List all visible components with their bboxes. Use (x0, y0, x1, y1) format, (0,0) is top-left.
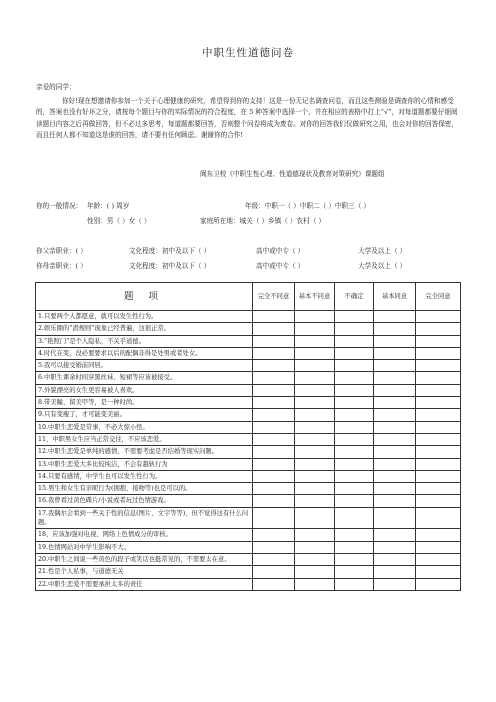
answer-cell-strongly-agree[interactable] (416, 578, 461, 590)
answer-cell-strongly-disagree[interactable] (253, 347, 295, 359)
question-text: 17.我偶尔会看到一些关于性的信息(图片、文字等等)，但不觉得这有什么问题。 (36, 507, 253, 529)
question-text: 21.性是个人私事，与道德无关 (36, 566, 253, 578)
answer-cell-strongly-agree[interactable] (416, 323, 461, 335)
answer-cell-strongly-disagree[interactable] (253, 409, 295, 421)
table-header-row (36, 283, 461, 311)
question-list (36, 311, 461, 591)
question-text: 3.“艳照门”是个人隐私，不关乎道德。 (36, 335, 253, 347)
answer-cell-strongly-disagree[interactable] (253, 495, 295, 507)
answer-cell-strongly-disagree[interactable] (253, 311, 295, 323)
mother-edu-mid[interactable]: 高中或中专（ ） (256, 262, 305, 270)
answer-cell-strongly-disagree[interactable] (253, 578, 295, 590)
header-agree: 基本同意 (374, 283, 416, 311)
gender-field[interactable]: 性别：男（ ）女（ ） (87, 217, 151, 225)
answer-cell-agree[interactable] (374, 566, 416, 578)
question-text: 6.中职生课余时间穿黑丝袜、短裙等应该被接受。 (36, 372, 253, 384)
answer-cell-strongly-agree[interactable] (416, 483, 461, 495)
father-job-field[interactable]: 你父亲职业：( ） (36, 247, 87, 255)
answer-cell-uncertain[interactable] (335, 507, 374, 529)
answer-cell-agree[interactable] (374, 507, 416, 529)
answer-cell-strongly-disagree[interactable] (253, 360, 295, 372)
answer-cell-agree[interactable] (374, 458, 416, 470)
answer-cell-disagree[interactable] (295, 566, 335, 578)
answer-cell-uncertain[interactable] (335, 433, 374, 445)
table-row (36, 421, 461, 433)
answer-cell-agree[interactable] (374, 495, 416, 507)
table-row (36, 446, 461, 458)
answer-cell-strongly-agree[interactable] (416, 541, 461, 553)
answer-cell-disagree[interactable] (295, 507, 335, 529)
answer-cell-disagree[interactable] (295, 446, 335, 458)
table-row (36, 483, 461, 495)
age-field[interactable]: 年龄：( ) 周岁 (87, 202, 130, 210)
question-text: 14.只要有感情，中学生也可以发生性行为。 (36, 470, 253, 482)
question-text: 10.中职生恋爱是常事，不必大惊小怪。 (36, 421, 253, 433)
mother-job-field[interactable]: 你母亲职业：( ） (36, 262, 87, 270)
table-row (36, 347, 461, 359)
answer-cell-disagree[interactable] (295, 458, 335, 470)
answer-cell-uncertain[interactable] (335, 372, 374, 384)
answer-cell-agree[interactable] (374, 446, 416, 458)
question-text: 7.外貌漂亮的女生更容易被人喜欢。 (36, 384, 253, 396)
answer-cell-disagree[interactable] (295, 495, 335, 507)
answer-cell-agree[interactable] (374, 347, 416, 359)
answer-cell-agree[interactable] (374, 409, 416, 421)
father-edu-high[interactable]: 大学及以上（ ） (358, 247, 407, 255)
answer-cell-strongly-disagree[interactable] (253, 335, 295, 347)
mother-edu-low[interactable]: 文化程度：初中及以下（ ） (129, 262, 211, 270)
basic-info-row-2 (36, 215, 466, 226)
question-text: 19.色情网站对中学生影响不大。 (36, 541, 253, 553)
answer-cell-agree[interactable] (374, 397, 416, 409)
question-text: 12.中职生恋爱是单纯的感情，不需要考虑是否结婚等现实问题。 (36, 446, 253, 458)
question-text: 18、应该加强对电视、网络上色情成分的审核。 (36, 529, 253, 541)
answer-cell-disagree[interactable] (295, 553, 335, 565)
answer-cell-strongly-agree[interactable] (416, 446, 461, 458)
home-field[interactable]: 家庭所在地：城关（ ）乡镇（ ）农村（ ） (200, 217, 325, 225)
header-uncertain: 不确定 (335, 283, 374, 311)
answer-cell-uncertain[interactable] (335, 311, 374, 323)
answer-cell-agree[interactable] (374, 421, 416, 433)
answer-cell-disagree[interactable] (295, 541, 335, 553)
answer-cell-disagree[interactable] (295, 372, 335, 384)
answer-cell-disagree[interactable] (295, 384, 335, 396)
answer-cell-strongly-disagree[interactable] (253, 323, 295, 335)
answer-cell-uncertain[interactable] (335, 360, 374, 372)
table-row (36, 495, 461, 507)
answer-cell-agree[interactable] (374, 433, 416, 445)
answer-cell-strongly-agree[interactable] (416, 529, 461, 541)
answer-cell-strongly-disagree[interactable] (253, 483, 295, 495)
answer-cell-strongly-agree[interactable] (416, 384, 461, 396)
table-row (36, 360, 461, 372)
table-row (36, 507, 461, 529)
answer-cell-strongly-disagree[interactable] (253, 433, 295, 445)
answer-cell-strongly-agree[interactable] (416, 311, 461, 323)
table-row (36, 335, 461, 347)
table-row (36, 409, 461, 421)
father-info-row (36, 245, 466, 256)
answer-cell-disagree[interactable] (295, 470, 335, 482)
question-text: 2.娱乐圈的“潜规则”现象已经普遍，这很正常。 (36, 323, 253, 335)
answer-cell-uncertain[interactable] (335, 470, 374, 482)
answer-cell-agree[interactable] (374, 553, 416, 565)
answer-cell-strongly-disagree[interactable] (253, 507, 295, 529)
answer-cell-strongly-disagree[interactable] (253, 470, 295, 482)
table-row (36, 566, 461, 578)
table-row (36, 397, 461, 409)
answer-cell-strongly-disagree[interactable] (253, 421, 295, 433)
answer-cell-disagree[interactable] (295, 578, 335, 590)
header-items: 题 项 (36, 283, 253, 311)
answer-cell-disagree[interactable] (295, 360, 335, 372)
answer-cell-uncertain[interactable] (335, 553, 374, 565)
greeting: 亲爱的同学： (36, 83, 76, 91)
answer-cell-agree[interactable] (374, 335, 416, 347)
intro-paragraph: 你好!现在想邀请你参加一个关于心理健康的研究，希望得到你的支持！这是一份无记名调查问卷，而且这些测验是调查你的心情和感受的，答案也没有好坏之分，请按每个题目与你的实际情况的符合程度，在 5 种答案中选择一个，并在相应的表格中打上“√”，对每道题都要仔细阅读题目内容之后再做回答，但不必过多思考，每道题都要回答，否则整个问卷将成为废卷。对你的回答我们仅做研究之用，也会对你的回答保密，而且任何人都不知道这是谁的回答，请不要有任何顾虑。谢谢你的合作! (36, 97, 458, 139)
answer-cell-strongly-disagree[interactable] (253, 372, 295, 384)
answer-cell-uncertain[interactable] (335, 578, 374, 590)
answer-cell-strongly-agree[interactable] (416, 433, 461, 445)
answer-cell-agree[interactable] (374, 483, 416, 495)
father-edu-mid[interactable]: 高中或中专（ ） (256, 247, 305, 255)
answer-cell-uncertain[interactable] (335, 409, 374, 421)
answer-cell-strongly-disagree[interactable] (253, 397, 295, 409)
table-row (36, 470, 461, 482)
question-text: 22.中职生恋爱不需要承担太多的责任 (36, 578, 253, 590)
answer-cell-strongly-agree[interactable] (416, 360, 461, 372)
table-row (36, 323, 461, 335)
answer-cell-uncertain[interactable] (335, 446, 374, 458)
header-strongly-agree: 完全同意 (416, 283, 461, 311)
signature: 阆东卫校《中职生性心理、性道德现状及教育对策研究》课题组 (200, 170, 385, 178)
answer-cell-uncertain[interactable] (335, 458, 374, 470)
table-row (36, 458, 461, 470)
table-row (36, 529, 461, 541)
answer-cell-strongly-agree[interactable] (416, 566, 461, 578)
answer-cell-strongly-disagree[interactable] (253, 553, 295, 565)
mother-info-row (36, 260, 466, 271)
father-edu-low[interactable]: 文化程度：初中及以下（ ） (129, 247, 211, 255)
header-strongly-disagree: 完全不同意 (253, 283, 295, 311)
answer-cell-disagree[interactable] (295, 335, 335, 347)
answer-cell-strongly-disagree[interactable] (253, 458, 295, 470)
question-text: 15.男生和女生有亲昵行为(拥抱、接吻等)也是可以的。 (36, 483, 253, 495)
question-text: 20.中职生之间说一些黄色的段子或笑话也挺常见的，不需要太在意。 (36, 553, 253, 565)
answer-cell-uncertain[interactable] (335, 566, 374, 578)
question-text: 8.带美瞳、留美甲等，是一种时尚。 (36, 397, 253, 409)
table-row (36, 311, 461, 323)
header-disagree: 基本不同意 (295, 283, 335, 311)
answer-cell-disagree[interactable] (295, 483, 335, 495)
answer-cell-uncertain[interactable] (335, 384, 374, 396)
answer-cell-strongly-agree[interactable] (416, 507, 461, 529)
survey-table (35, 282, 461, 591)
answer-cell-uncertain[interactable] (335, 323, 374, 335)
question-text: 16.我曾看过黄色碟片/小说或者玩过色情游戏。 (36, 495, 253, 507)
answer-cell-disagree[interactable] (295, 421, 335, 433)
answer-cell-agree[interactable] (374, 578, 416, 590)
table-row (36, 541, 461, 553)
answer-cell-uncertain[interactable] (335, 483, 374, 495)
answer-cell-uncertain[interactable] (335, 347, 374, 359)
table-row (36, 553, 461, 565)
answer-cell-agree[interactable] (374, 470, 416, 482)
answer-cell-uncertain[interactable] (335, 397, 374, 409)
answer-cell-disagree[interactable] (295, 311, 335, 323)
question-text: 1.只要两个人都愿意，就可以发生性行为。 (36, 311, 253, 323)
answer-cell-agree[interactable] (374, 323, 416, 335)
answer-cell-uncertain[interactable] (335, 541, 374, 553)
answer-cell-uncertain[interactable] (335, 421, 374, 433)
answer-cell-disagree[interactable] (295, 323, 335, 335)
question-text: 4.时代在变，没必要要求以后的配偶非得是处男或者处女。 (36, 347, 253, 359)
mother-edu-high[interactable]: 大学及以上（ ） (358, 262, 407, 270)
answer-cell-uncertain[interactable] (335, 335, 374, 347)
question-text: 9.只有变瘦了，才可能变美丽。 (36, 409, 253, 421)
answer-cell-uncertain[interactable] (335, 529, 374, 541)
document-title: 中职生性道德问卷 (202, 47, 294, 59)
answer-cell-strongly-agree[interactable] (416, 397, 461, 409)
answer-cell-agree[interactable] (374, 372, 416, 384)
answer-cell-disagree[interactable] (295, 529, 335, 541)
table-row (36, 384, 461, 396)
answer-cell-disagree[interactable] (295, 433, 335, 445)
answer-cell-strongly-agree[interactable] (416, 409, 461, 421)
answer-cell-strongly-disagree[interactable] (253, 384, 295, 396)
question-text: 11、中职男女生应当正常交往，不应该恋爱。 (36, 433, 253, 445)
answer-cell-strongly-disagree[interactable] (253, 566, 295, 578)
basic-info-label: 你的一般情况： (36, 202, 83, 210)
basic-info-row-1 (36, 200, 466, 211)
answer-cell-strongly-disagree[interactable] (253, 541, 295, 553)
answer-cell-disagree[interactable] (295, 347, 335, 359)
table-row (36, 433, 461, 445)
answer-cell-strongly-agree[interactable] (416, 347, 461, 359)
answer-cell-disagree[interactable] (295, 409, 335, 421)
answer-cell-agree[interactable] (374, 529, 416, 541)
answer-cell-uncertain[interactable] (335, 495, 374, 507)
answer-cell-strongly-agree[interactable] (416, 421, 461, 433)
question-text: 13.中职生恋爱大多比较纯洁，不会有越轨行为 (36, 458, 253, 470)
answer-cell-agree[interactable] (374, 360, 416, 372)
answer-cell-disagree[interactable] (295, 397, 335, 409)
table-row (36, 578, 461, 590)
grade-field[interactable]: 年级：中职一（ ）中职二（ ）中职三（ ） (245, 202, 370, 210)
answer-cell-strongly-agree[interactable] (416, 495, 461, 507)
answer-cell-strongly-agree[interactable] (416, 372, 461, 384)
answer-cell-strongly-agree[interactable] (416, 335, 461, 347)
answer-cell-strongly-agree[interactable] (416, 553, 461, 565)
answer-cell-agree[interactable] (374, 311, 416, 323)
answer-cell-agree[interactable] (374, 384, 416, 396)
question-text: 5.我可以接受婚前同居。 (36, 360, 253, 372)
answer-cell-strongly-agree[interactable] (416, 458, 461, 470)
table-row (36, 372, 461, 384)
answer-cell-agree[interactable] (374, 541, 416, 553)
answer-cell-strongly-disagree[interactable] (253, 529, 295, 541)
answer-cell-strongly-disagree[interactable] (253, 446, 295, 458)
answer-cell-strongly-agree[interactable] (416, 470, 461, 482)
